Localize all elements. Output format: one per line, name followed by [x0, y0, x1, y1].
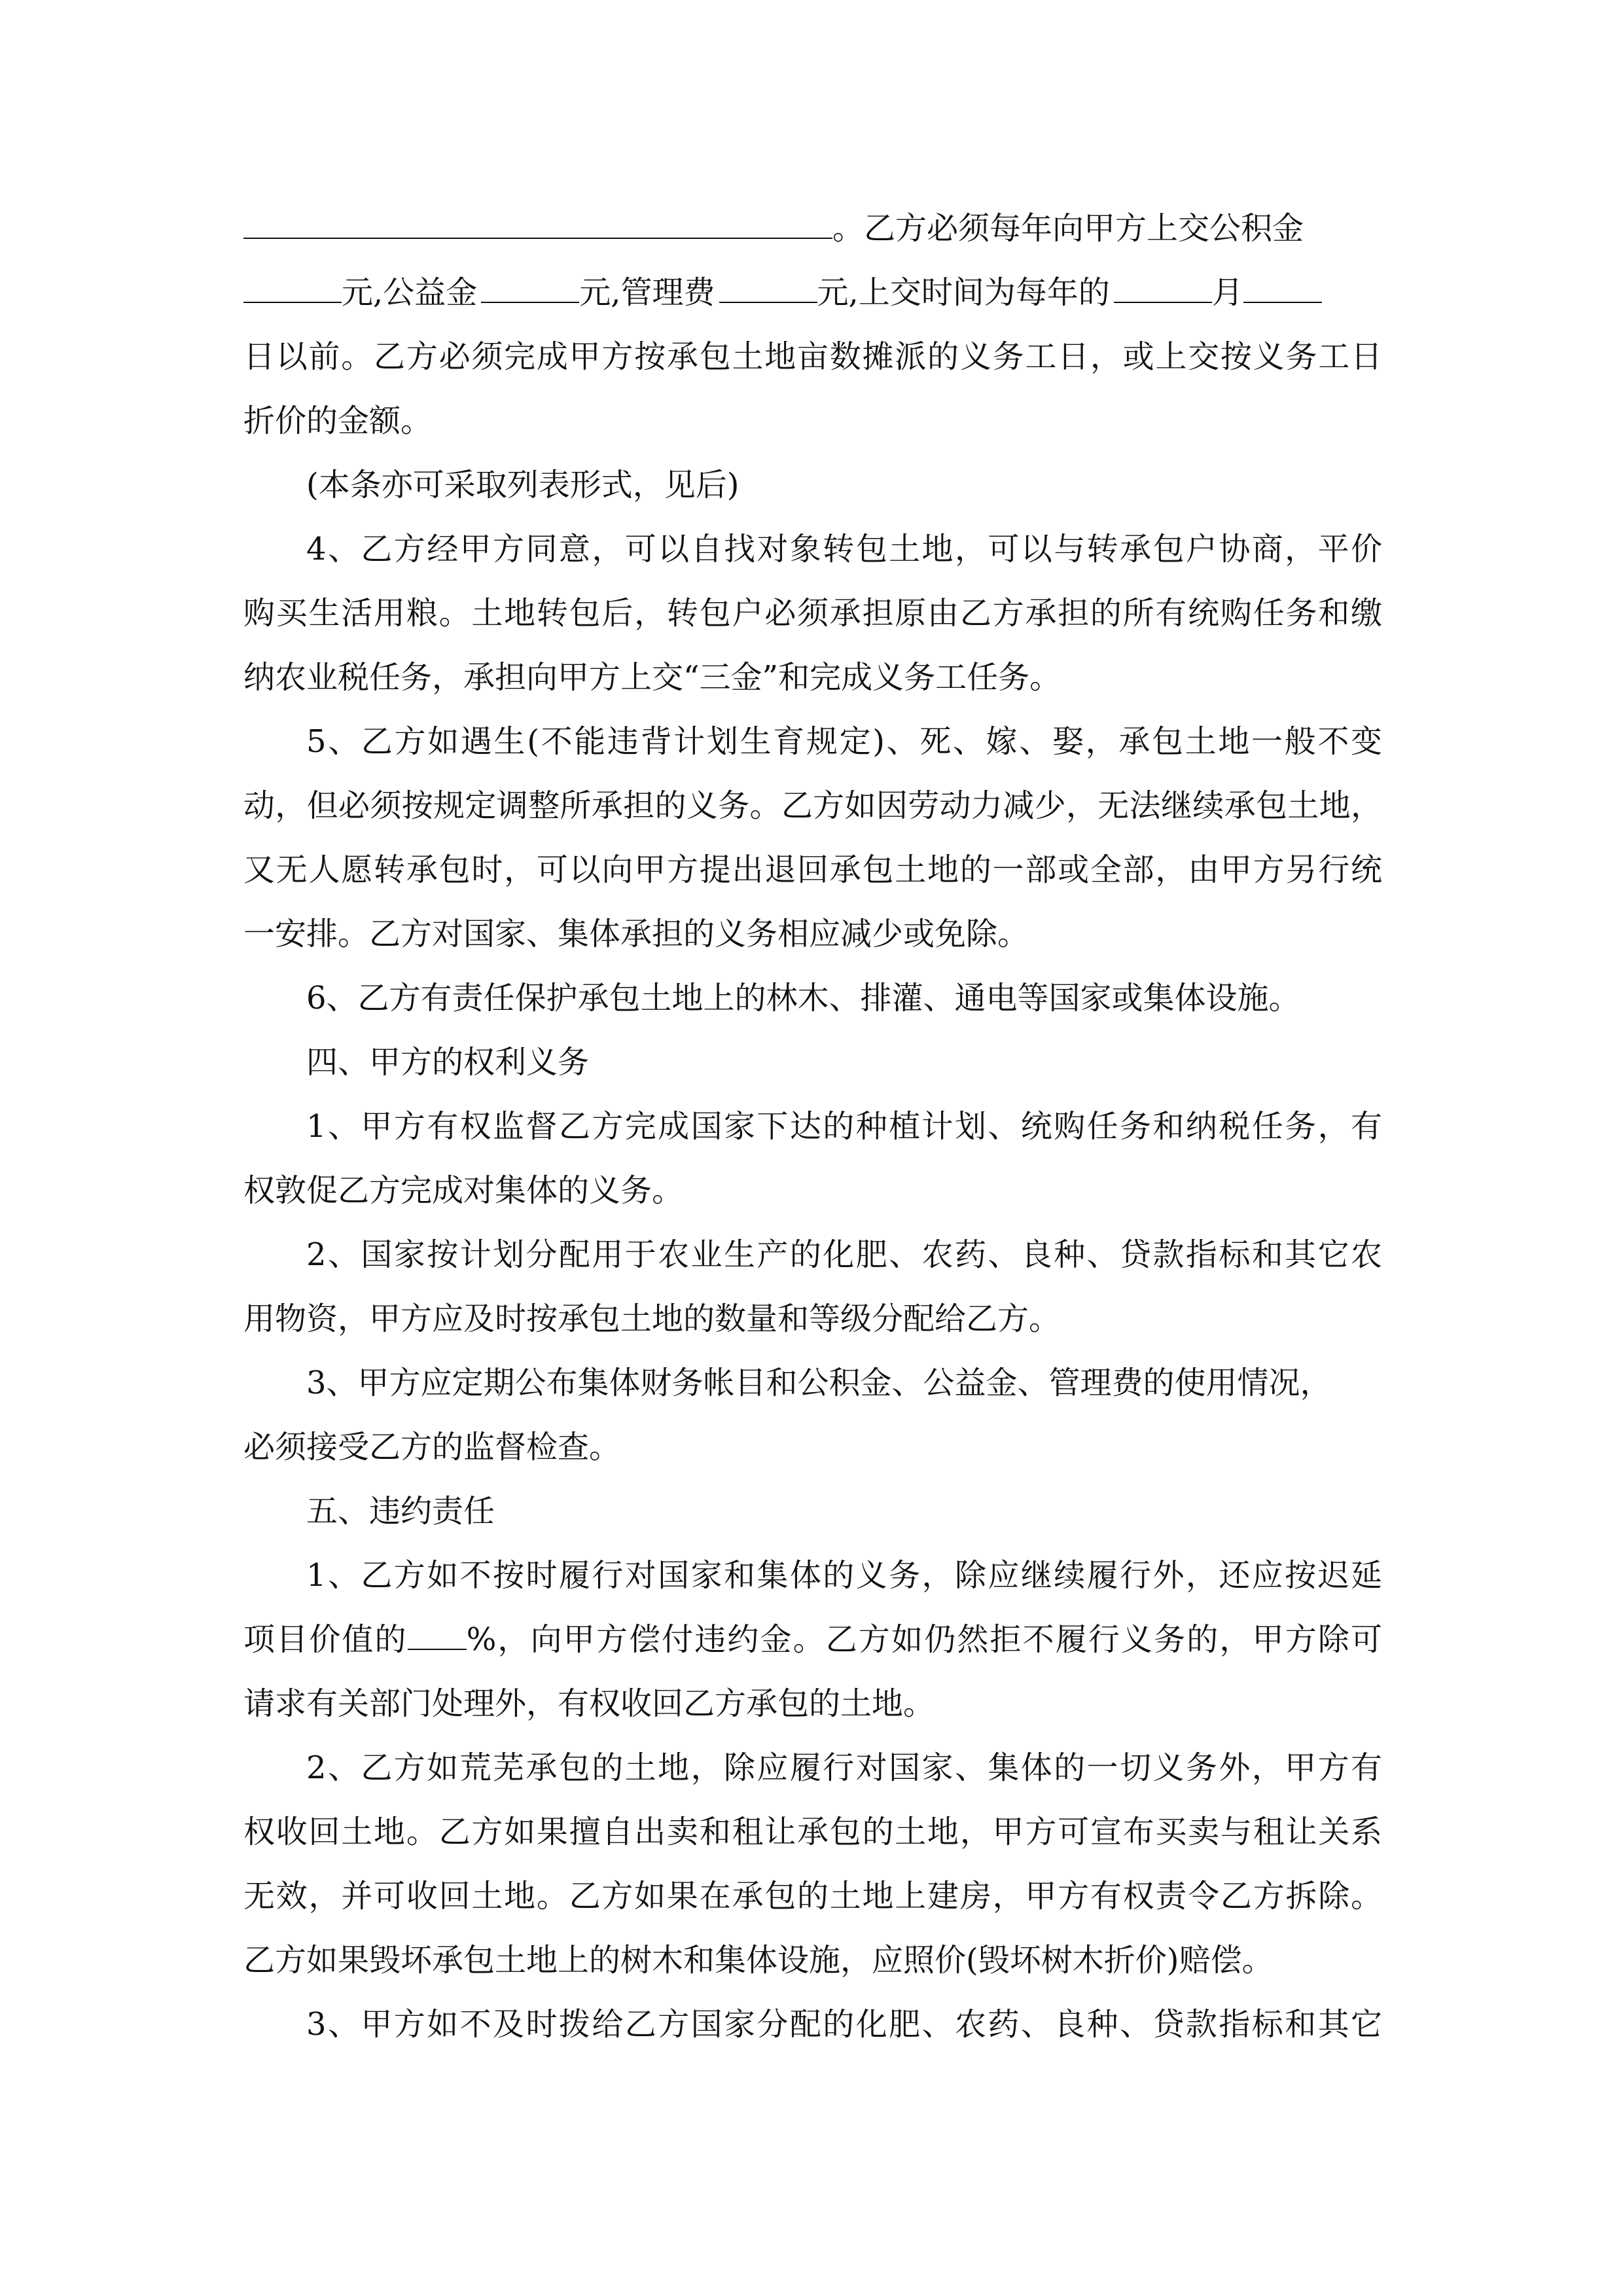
document-page — [243, 196, 1382, 2056]
fill-blank[interactable] — [1114, 276, 1212, 303]
doc-line-6: 4、乙方经甲方同意，可以自找对象转包土地，可以与转承包户协商，平价 — [306, 531, 1382, 567]
doc-line-24: 请求有关部门处理外，有权收回乙方承包的土地。 — [243, 1685, 935, 1722]
doc-line-28: 乙方如果毁坏承包土地上的树木和集体设施，应照价(毁坏树木折价)赔偿。 — [243, 1942, 1274, 1979]
doc-line-10: 动，但必须按规定调整所承担的义务。乙方如因劳动力减少，无法继续承包土地， — [243, 787, 1382, 824]
line-text-post: %，向甲方偿付违约金。乙方如仍然拒不履行义务的，甲方除可 — [466, 1621, 1382, 1658]
line-text-yuan-3: 元,上交时间为每年的 — [817, 274, 1110, 311]
doc-line-19: 3、甲方应定期公布集体财务帐目和公积金、公益金、管理费的使用情况， — [306, 1365, 1332, 1401]
doc-line-17: 2、国家按计划分配用于农业生产的化肥、农药、良种、贷款指标和其它农 — [306, 1236, 1382, 1273]
fill-blank[interactable] — [719, 276, 817, 303]
line-text-month: 月 — [1211, 274, 1243, 311]
fill-blank-percent[interactable] — [408, 1623, 467, 1650]
line-text-yuan-2: 元,管理费 — [579, 274, 715, 311]
doc-line-1 — [243, 196, 1382, 260]
doc-line-4: 折价的金额。 — [243, 403, 433, 439]
doc-line-26: 权收回土地。乙方如果擅自出卖和租让承包的土地，甲方可宣布买卖与租让关系 — [243, 1814, 1382, 1850]
doc-line-15: 1、甲方有权监督乙方完成国家下达的种植计划、统购任务和纳税任务，有 — [306, 1108, 1382, 1145]
doc-line-16: 权敦促乙方完成对集体的义务。 — [243, 1172, 684, 1209]
fill-blank[interactable] — [481, 276, 579, 303]
doc-line-13: 6、乙方有责任保护承包土地上的林木、排灌、通电等国家或集体设施。 — [306, 980, 1300, 1016]
doc-line-11: 又无人愿转承包时，可以向甲方提出退回承包土地的一部或全部，由甲方另行统 — [243, 852, 1382, 888]
fill-blank[interactable] — [243, 211, 832, 239]
doc-line-2 — [243, 260, 1382, 325]
doc-line-20: 必须接受乙方的监督检查。 — [243, 1429, 621, 1465]
doc-line-22: 1、乙方如不按时履行对国家和集体的义务，除应继续履行外，还应按迟延 — [306, 1557, 1382, 1594]
fill-blank[interactable] — [1243, 276, 1322, 303]
line-text: 。乙方必须每年向甲方上交公积金 — [832, 210, 1304, 247]
section-heading-5: 五、违约责任 — [306, 1493, 495, 1530]
doc-line-23 — [243, 1607, 1382, 1672]
fill-blank[interactable] — [243, 276, 342, 303]
doc-line-27: 无效，并可收回土地。乙方如果在承包的土地上建房，甲方有权责令乙方拆除。 — [243, 1878, 1382, 1914]
doc-line-18: 用物资，甲方应及时按承包土地的数量和等级分配给乙方。 — [243, 1300, 1061, 1337]
doc-line-8: 纳农业税任务，承担向甲方上交“三金”和完成义务工任务。 — [243, 659, 1061, 696]
doc-line-29: 3、甲方如不及时拨给乙方国家分配的化肥、农药、良种、贷款指标和其它 — [306, 2006, 1382, 2043]
line-text-yuan-1: 元,公益金 — [342, 274, 478, 311]
doc-line-5: (本条亦可采取列表形式，见后) — [306, 467, 740, 503]
doc-line-7: 购买生活用粮。土地转包后，转包户必须承担原由乙方承担的所有统购任务和缴 — [243, 595, 1382, 632]
doc-line-3: 日以前。乙方必须完成甲方按承包土地亩数摊派的义务工日，或上交按义务工日 — [243, 338, 1382, 375]
doc-line-12: 一安排。乙方对国家、集体承担的义务相应减少或免除。 — [243, 916, 1029, 952]
doc-line-25: 2、乙方如荒芜承包的土地，除应履行对国家、集体的一切义务外，甲方有 — [306, 1749, 1382, 1786]
doc-line-9: 5、乙方如遇生(不能违背计划生育规定)、死、嫁、娶，承包土地一般不变 — [306, 723, 1382, 760]
section-heading-4: 四、甲方的权利义务 — [306, 1044, 590, 1081]
line-text-pre: 项目价值的 — [243, 1621, 408, 1658]
